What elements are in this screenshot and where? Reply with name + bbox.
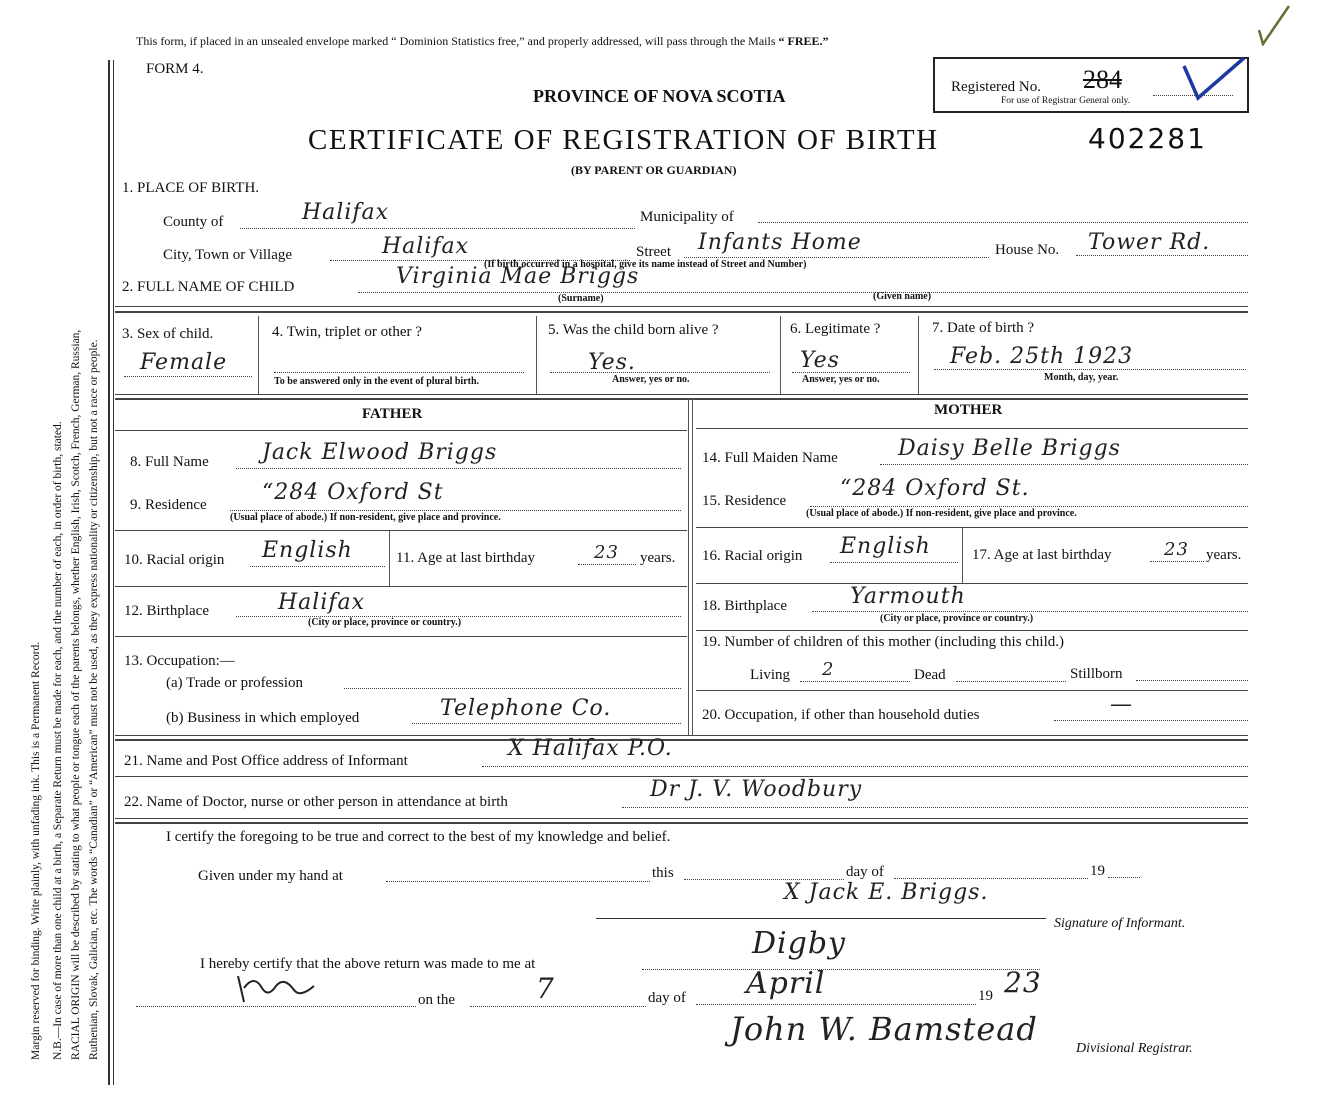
alive-answer-note: Answer, yes or no. xyxy=(612,374,690,385)
mother-age-value: 23 xyxy=(1164,539,1189,560)
registrar-signature: John W. Bamstead xyxy=(730,1010,1038,1048)
trade-label: (a) Trade or profession xyxy=(166,675,304,691)
legitimate-answer-note: Answer, yes or no. xyxy=(802,374,880,385)
year-prefix-2: 19 xyxy=(978,988,993,1004)
alive-label: 5. Was the child born alive ? xyxy=(548,322,719,338)
mother-birthplace-value: Yarmouth xyxy=(850,584,966,609)
mother-name-value: Daisy Belle Briggs xyxy=(898,436,1121,461)
municipality-label: Municipality of xyxy=(640,209,734,225)
child-name-value: Virginia Mae Briggs xyxy=(396,264,640,289)
informant-value: X Halifax P.O. xyxy=(508,736,673,761)
given-under-label: Given under my hand at xyxy=(198,868,343,884)
registered-label: Registered No. xyxy=(951,79,1041,95)
father-age-value: 23 xyxy=(594,542,619,563)
mother-children-label: 19. Number of children of this mother (including this child.) xyxy=(702,634,1065,650)
margin-note-4: Ruthenian, Slovak, Galician, etc. The words “Canadian” or “American” must not be used, as they express nationality or citizenship, but not a race or people. xyxy=(88,339,100,1060)
year-prefix: 19 xyxy=(1090,863,1105,879)
street-label: Street xyxy=(636,244,671,260)
dead-label: Dead xyxy=(914,667,946,683)
on-the-value: 7 xyxy=(536,972,555,1005)
form-number: FORM 4. xyxy=(146,61,204,77)
mother-racial-label: 16. Racial origin xyxy=(702,548,803,564)
legitimate-label: 6. Legitimate ? xyxy=(790,321,881,337)
registrar-statement: I hereby certify that the above return was made to me at xyxy=(200,956,536,972)
registrar-place: Digby xyxy=(752,926,847,961)
father-racial-label: 10. Racial origin xyxy=(124,552,225,568)
binding-line-2 xyxy=(113,60,114,1085)
father-residence-value: “284 Oxford St xyxy=(262,480,444,505)
mother-years-label: years. xyxy=(1206,547,1242,563)
living-label: Living xyxy=(750,667,790,683)
business-value: Telephone Co. xyxy=(440,696,612,721)
dob-value: Feb. 25th 1923 xyxy=(950,344,1134,369)
informant-signature-line xyxy=(596,918,1046,919)
father-years-label: years. xyxy=(640,550,676,566)
street-value: Infants Home xyxy=(698,230,862,255)
mother-residence-value: “284 Oxford St. xyxy=(840,476,1030,501)
informant-signature-caption: Signature of Informant. xyxy=(1054,916,1186,931)
father-birthplace-label: 12. Birthplace xyxy=(124,603,209,619)
registrar-caption: Divisional Registrar. xyxy=(1076,1041,1193,1056)
given-name-note: (Given name) xyxy=(873,291,932,302)
hospital-note: (If birth occurred in a hospital, give its name instead of Street and Number) xyxy=(484,259,807,270)
surname-note: (Surname) xyxy=(558,293,604,304)
certificate-number: 402281 xyxy=(1088,122,1207,155)
certify-statement: I certify the foregoing to be true and correct to the best of my knowledge and belief. xyxy=(166,829,671,845)
mother-residence-note: (Usual place of abode.) If non-resident, give place and province. xyxy=(806,508,1077,519)
city-value: Halifax xyxy=(382,234,470,259)
alive-value: Yes. xyxy=(588,350,636,375)
dob-label: 7. Date of birth ? xyxy=(932,320,1035,336)
on-the-label: on the xyxy=(418,992,456,1008)
checkmark-icon xyxy=(1180,54,1250,108)
mother-birthplace-note: (City or place, province or country.) xyxy=(880,613,1034,624)
informant-signature: X Jack E. Briggs. xyxy=(784,880,989,905)
mother-age-label: 17. Age at last birthday xyxy=(972,547,1112,563)
corner-check-icon xyxy=(1255,4,1295,46)
binding-line xyxy=(108,60,110,1085)
father-occupation-label: 13. Occupation:— xyxy=(124,653,235,669)
doctor-value: Dr J. V. Woodbury xyxy=(650,777,863,802)
month-value: April xyxy=(746,966,826,1001)
legitimate-value: Yes xyxy=(800,348,840,373)
living-value: 2 xyxy=(822,659,835,680)
registered-number: 284 xyxy=(1083,65,1122,94)
county-value: Halifax xyxy=(302,200,390,225)
doctor-label: 22. Name of Doctor, nurse or other person in attendance at birth xyxy=(124,794,508,810)
day-of-label: day of xyxy=(846,864,884,880)
father-birthplace-note: (City or place, province or country.) xyxy=(308,617,462,628)
house-value: Tower Rd. xyxy=(1088,230,1211,255)
sex-label: 3. Sex of child. xyxy=(122,326,214,342)
father-name-label: 8. Full Name xyxy=(130,454,209,470)
father-racial-value: English xyxy=(262,538,353,563)
certificate-subtitle: (BY PARENT OR GUARDIAN) xyxy=(571,163,737,177)
province-title: PROVINCE OF NOVA SCOTIA xyxy=(533,86,786,106)
informant-label: 21. Name and Post Office address of Informant xyxy=(124,753,408,769)
margin-note-1: Margin reserved for binding. Write plainly, with unfading ink. This is a Permanent Record. xyxy=(30,641,42,1060)
mother-heading: MOTHER xyxy=(934,402,1003,418)
mother-name-label: 14. Full Maiden Name xyxy=(702,450,838,466)
stillborn-label: Stillborn xyxy=(1070,666,1123,682)
sex-value: Female xyxy=(140,350,228,375)
twin-label: 4. Twin, triplet or other ? xyxy=(272,324,422,340)
place-heading: 1. PLACE OF BIRTH. xyxy=(122,180,260,196)
year-value: 23 xyxy=(1004,966,1042,999)
mail-notice: This form, if placed in an unsealed envelope marked “ Dominion Statistics free,” and properly addressed, will pass through the Mails “ FREE.” xyxy=(136,34,829,48)
city-label: City, Town or Village xyxy=(163,247,293,263)
this-label: this xyxy=(652,865,674,881)
margin-note-2: N.B.—In case of more than one child at a birth, a Separate Return must be made for each, and the number of each, in order of birth, stated. xyxy=(52,421,64,1060)
registrar-initials-mark xyxy=(234,968,324,1008)
margin-note-3: RACIAL ORIGIN will be described by stating to what people or tongue each of the parents belongs, whether English, Irish, Scotch, French, German, Russian, xyxy=(70,329,82,1060)
mother-racial-value: English xyxy=(840,534,931,559)
father-residence-note: (Usual place of abode.) If non-resident, give place and province. xyxy=(230,512,501,523)
day-of-label-2: day of xyxy=(648,990,686,1006)
registrar-general-note: For use of Registrar General only. xyxy=(1001,96,1131,106)
dob-note: Month, day, year. xyxy=(1044,372,1119,383)
father-age-label: 11. Age at last birthday xyxy=(396,550,535,566)
mother-occupation-label: 20. Occupation, if other than household duties xyxy=(702,707,980,723)
father-name-value: Jack Elwood Briggs xyxy=(262,440,498,465)
child-name-label: 2. FULL NAME OF CHILD xyxy=(122,279,295,295)
mother-residence-label: 15. Residence xyxy=(702,493,787,509)
house-label: House No. xyxy=(995,242,1060,258)
business-label: (b) Business in which employed xyxy=(166,710,360,726)
county-label: County of xyxy=(163,214,224,230)
twin-note: To be answered only in the event of plural birth. xyxy=(274,376,480,387)
certificate-title: CERTIFICATE OF REGISTRATION OF BIRTH xyxy=(308,124,939,156)
father-residence-label: 9. Residence xyxy=(130,497,207,513)
father-heading: FATHER xyxy=(362,406,423,422)
father-birthplace-value: Halifax xyxy=(278,590,366,615)
mother-occupation-value: — xyxy=(1110,692,1133,717)
mother-birthplace-label: 18. Birthplace xyxy=(702,598,787,614)
